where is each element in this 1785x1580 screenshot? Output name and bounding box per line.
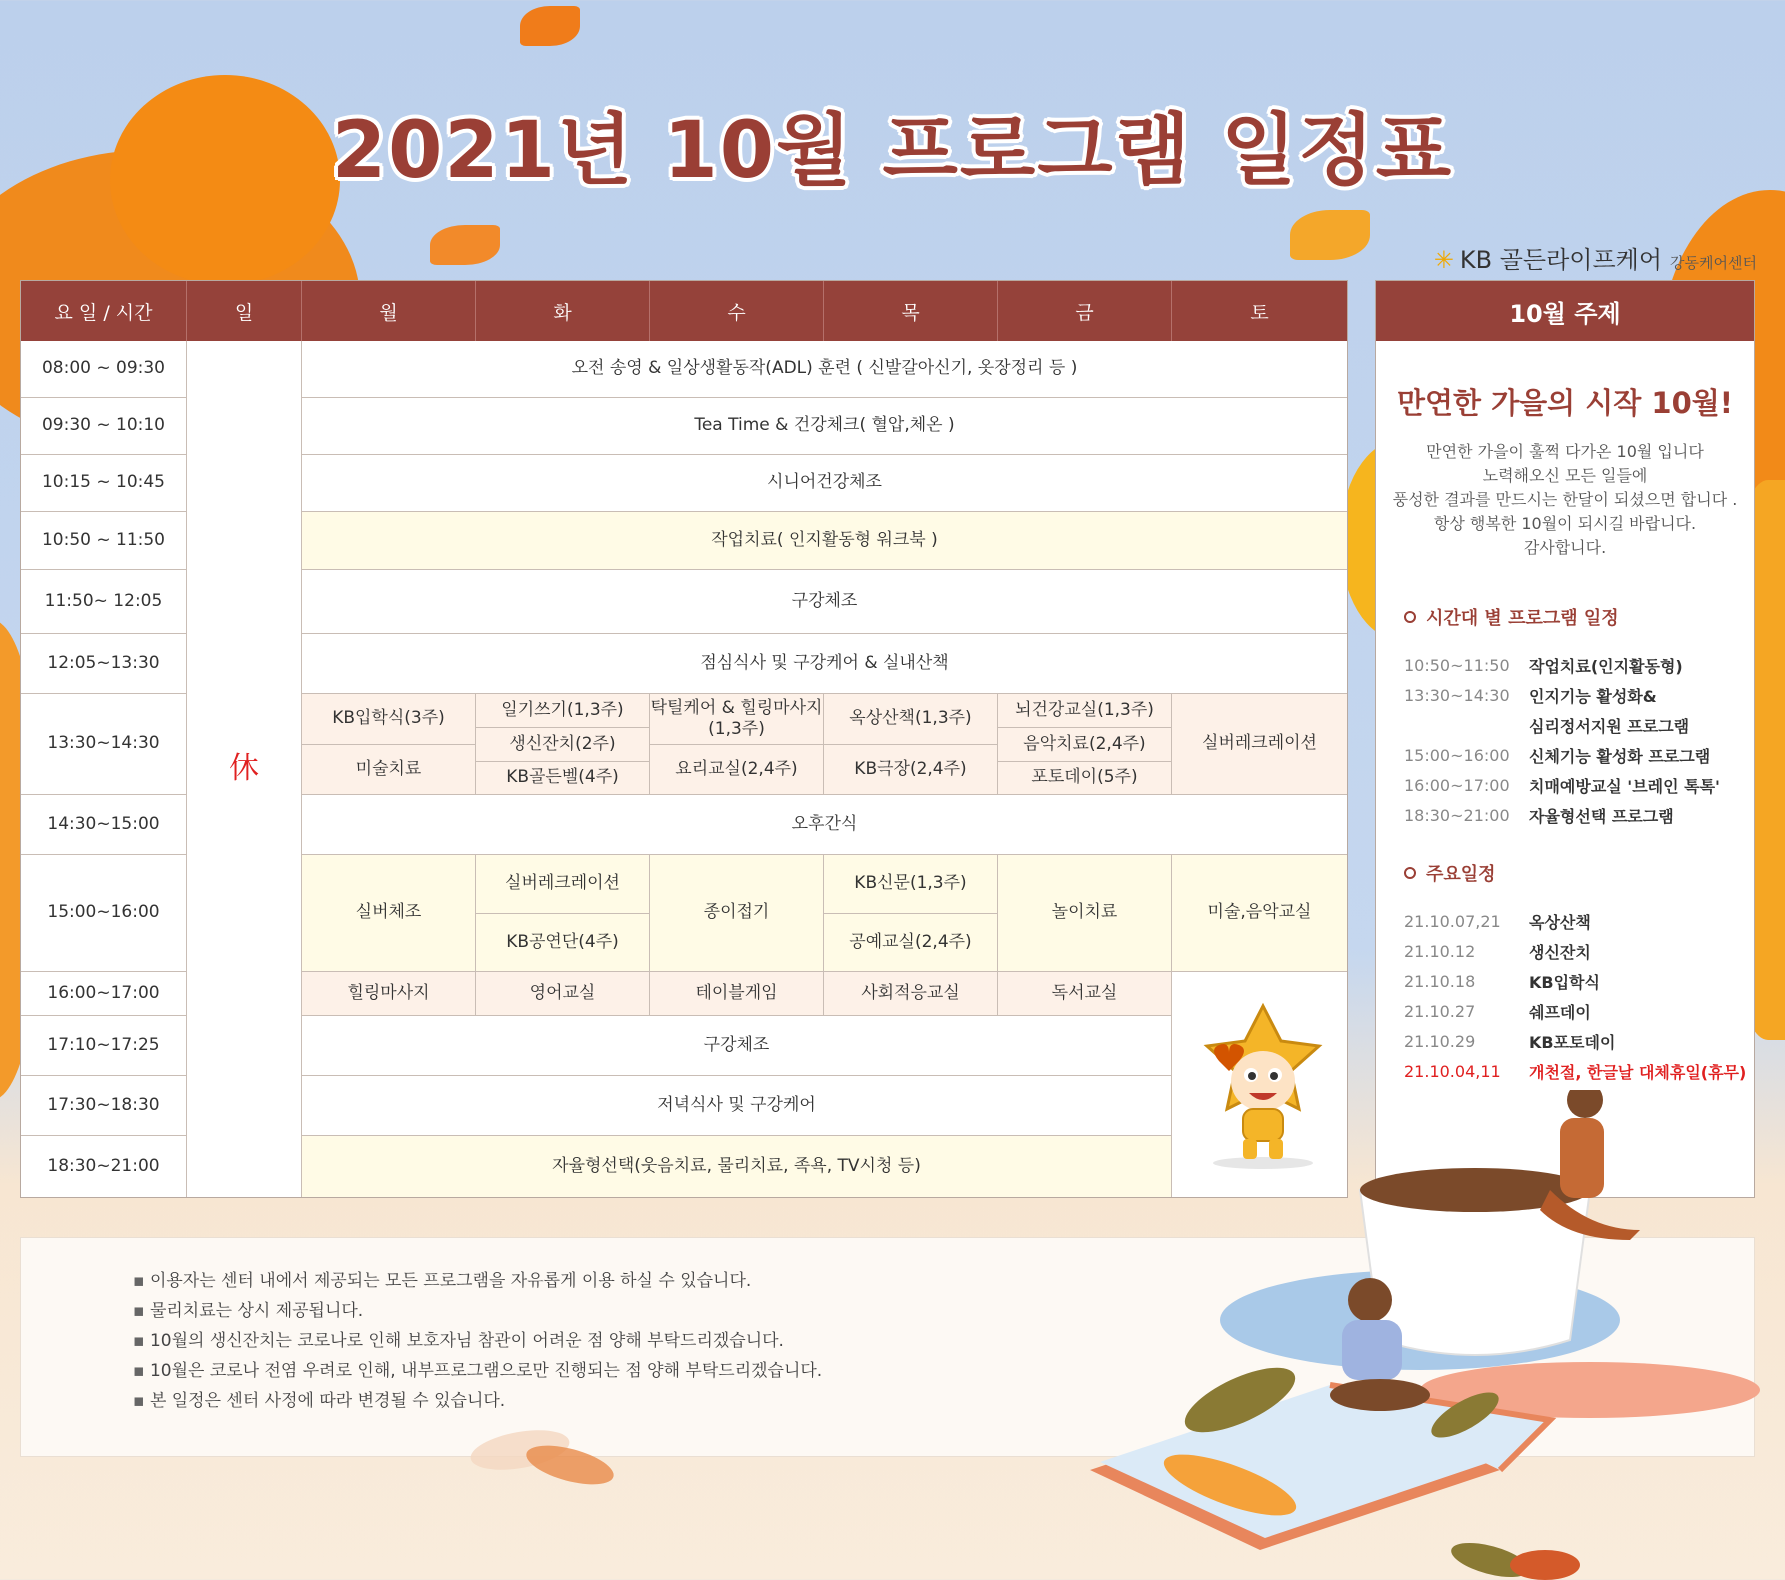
section-label: 주요일정 xyxy=(1426,864,1496,885)
brand-logo xyxy=(1434,240,1757,275)
event-date: 21.10.04,11 xyxy=(1404,1061,1501,1081)
events-list xyxy=(1404,906,1754,1086)
bullet-circle-icon xyxy=(1404,611,1416,623)
event-date: 21.10.07,21 xyxy=(1404,911,1501,931)
time-cell: 12:05~13:30 xyxy=(21,634,187,694)
program-cell: 일기쓰기(1,3주) xyxy=(476,694,650,728)
program-cell: 구강체조 xyxy=(302,1016,1172,1076)
time-cell: 13:30~14:30 xyxy=(21,694,187,795)
leaf-mid-icon xyxy=(430,225,500,265)
leaf-top-right-icon xyxy=(1290,210,1370,260)
list-item xyxy=(1404,800,1754,830)
program-name: 심리정서지원 프로그램 xyxy=(1529,716,1690,736)
program-cell: 공예교실(2,4주) xyxy=(824,914,998,972)
theme-header: 10월 주제 xyxy=(1376,281,1754,341)
program-cell: 생신잔치(2주) xyxy=(476,728,650,762)
program-time: 16:00~17:00 xyxy=(1404,775,1510,795)
brand-center: 강동케어센터 xyxy=(1670,254,1757,272)
program-cell: 오전 송영 & 일상생활동작(ADL) 훈련 ( 신발갈아신기, 옷장정리 등 ) xyxy=(302,341,1347,398)
time-cell: 17:30~18:30 xyxy=(21,1076,187,1136)
note-item: ▪ 10월의 생신잔치는 코로나로 인해 보호자님 참관이 어려운 점 양해 부탁드리겠습니다. xyxy=(133,1326,1754,1356)
time-cell: 17:10~17:25 xyxy=(21,1016,187,1076)
program-cell: 실버레크레이션 xyxy=(476,855,650,914)
program-name: 인지기능 활성화& xyxy=(1529,686,1657,706)
program-cell: 오후간식 xyxy=(302,795,1347,855)
event-date: 21.10.18 xyxy=(1404,971,1476,991)
note-item: ▪ 이용자는 센터 내에서 제공되는 모든 프로그램을 자유롭게 이용 하실 수 있습니다. xyxy=(133,1266,1754,1296)
book-coffee-illustration xyxy=(1080,1090,1780,1580)
program-cell: Tea Time & 건강체크( 혈압,체온 ) xyxy=(302,398,1347,455)
program-cell: 사회적응교실 xyxy=(824,972,998,1016)
time-cell: 08:00 ~ 09:30 xyxy=(21,341,187,398)
header-tue: 화 xyxy=(476,281,650,341)
leaf-top-icon xyxy=(520,6,580,46)
theme-message-line: 풍성한 결과를 만드시는 한달이 되셨으면 합니다 . xyxy=(1392,490,1738,509)
program-time: 13:30~14:30 xyxy=(1404,685,1510,705)
program-time: 10:50~11:50 xyxy=(1404,655,1510,675)
time-cell: 10:15 ~ 10:45 xyxy=(21,455,187,512)
program-cell: KB신문(1,3주) xyxy=(824,855,998,914)
program-cell: 구강체조 xyxy=(302,570,1347,634)
list-item xyxy=(1404,650,1754,680)
theme-message-line: 만연한 가을이 훌쩍 다가온 10월 입니다 xyxy=(1426,442,1704,461)
event-name: 쉐프데이 xyxy=(1529,1002,1591,1022)
header-sun: 일 xyxy=(187,281,302,341)
time-cell: 16:00~17:00 xyxy=(21,972,187,1016)
program-times-list xyxy=(1404,650,1754,830)
event-name: 생신잔치 xyxy=(1529,942,1591,962)
kb-star-icon: ✳ xyxy=(1433,246,1454,274)
header-mon: 월 xyxy=(302,281,476,341)
program-cell: 미술치료 xyxy=(302,745,476,795)
time-cell: 15:00~16:00 xyxy=(21,855,187,972)
list-item xyxy=(1404,906,1754,936)
list-item xyxy=(1404,740,1754,770)
program-name: 신체기능 활성화 프로그램 xyxy=(1529,746,1711,766)
kb-logo xyxy=(1434,240,1662,275)
time-cell: 11:50~ 12:05 xyxy=(21,570,187,634)
list-item xyxy=(1404,936,1754,966)
list-item xyxy=(1404,966,1754,996)
note-item: ▪ 본 일정은 센터 사정에 따라 변경될 수 있습니다. xyxy=(133,1386,1754,1416)
program-cell: KB골든벨(4주) xyxy=(476,762,650,795)
program-cell: 뇌건강교실(1,3주) xyxy=(998,694,1172,728)
program-cell: 음악치료(2,4주) xyxy=(998,728,1172,762)
program-name: 자율형선택 프로그램 xyxy=(1529,806,1674,826)
program-cell: 독서교실 xyxy=(998,972,1172,1016)
theme-message-line: 감사합니다. xyxy=(1523,538,1607,557)
program-cell: KB극장(2,4주) xyxy=(824,745,998,795)
time-cell: 14:30~15:00 xyxy=(21,795,187,855)
program-cell: 포토데이(5주) xyxy=(998,762,1172,795)
note-item: ▪ 10월은 코로나 전염 우려로 인해, 내부프로그램으로만 진행되는 점 양해 부탁드리겠습니다. xyxy=(133,1356,1754,1386)
program-cell: 시니어건강체조 xyxy=(302,455,1347,512)
program-cell: 힐링마사지 xyxy=(302,972,476,1016)
list-item xyxy=(1404,680,1754,710)
section-events-title xyxy=(1404,860,1754,886)
event-name: 개천절, 한글날 대체휴일(휴무) xyxy=(1529,1062,1747,1082)
list-item xyxy=(1404,710,1754,740)
program-cell: 실버체조 xyxy=(302,855,476,972)
note-item: ▪ 물리치료는 상시 제공됩니다. xyxy=(133,1296,1754,1326)
header-sat: 토 xyxy=(1172,281,1347,341)
program-cell: 저녁식사 및 구강케어 xyxy=(302,1076,1172,1136)
program-cell: 점심식사 및 구강케어 & 실내산책 xyxy=(302,634,1347,694)
program-cell: 놀이치료 xyxy=(998,855,1172,972)
theme-panel xyxy=(1375,280,1755,1198)
list-item-holiday xyxy=(1404,1056,1754,1086)
bullet-circle-icon xyxy=(1404,867,1416,879)
event-name: KB포토데이 xyxy=(1529,1032,1616,1052)
falling-leaves-illustration xyxy=(470,1420,630,1500)
program-cell: 실버레크레이션 xyxy=(1172,694,1347,795)
time-cell: 10:50 ~ 11:50 xyxy=(21,512,187,570)
program-cell: KB공연단(4주) xyxy=(476,914,650,972)
program-cell: 탁틸케어 & 힐링마사지(1,3주) xyxy=(650,694,824,745)
section-label: 시간대 별 프로그램 일정 xyxy=(1426,608,1619,629)
list-item xyxy=(1404,996,1754,1026)
event-name: KB입학식 xyxy=(1529,972,1600,992)
list-item xyxy=(1404,770,1754,800)
theme-message xyxy=(1376,440,1754,560)
event-date: 21.10.29 xyxy=(1404,1031,1476,1051)
program-cell: 미술,음악교실 xyxy=(1172,855,1347,972)
list-item xyxy=(1404,1026,1754,1056)
header-time: 요 일 / 시간 xyxy=(21,281,187,341)
program-cell: 작업치료( 인지활동형 워크북 ) xyxy=(302,512,1347,570)
program-cell: 요리교실(2,4주) xyxy=(650,745,824,795)
program-cell: 자율형선택(웃음치료, 물리치료, 족욕, TV시청 등) xyxy=(302,1136,1172,1197)
header-thu: 목 xyxy=(824,281,998,341)
event-date: 21.10.12 xyxy=(1404,941,1476,961)
schedule-table xyxy=(20,280,1348,1198)
program-cell: 영어교실 xyxy=(476,972,650,1016)
brand-name: 골든라이프케어 xyxy=(1499,246,1663,274)
brand-kb: KB xyxy=(1459,246,1493,274)
program-time: 18:30~21:00 xyxy=(1404,805,1510,825)
program-cell: 옥상산책(1,3주) xyxy=(824,694,998,745)
header-wed: 수 xyxy=(650,281,824,341)
page-title: 2021년 10월 프로그램 일정표 xyxy=(331,106,1454,196)
time-cell: 18:30~21:00 xyxy=(21,1136,187,1197)
theme-message-line: 노력해오신 모든 일들에 xyxy=(1482,466,1648,485)
program-cell: KB입학식(3주) xyxy=(302,694,476,745)
sunday-holiday: 休 xyxy=(187,341,302,1197)
theme-message-line: 항상 행복한 10월이 되시길 바랍니다. xyxy=(1433,514,1697,533)
event-name: 옥상산책 xyxy=(1529,912,1591,932)
header-fri: 금 xyxy=(998,281,1172,341)
program-name: 작업치료(인지활동형) xyxy=(1529,656,1683,676)
theme-headline: 만연한 가을의 시작 10월! xyxy=(1397,386,1733,420)
program-cell: 종이접기 xyxy=(650,855,824,972)
section-programs-title xyxy=(1404,604,1754,630)
program-cell: 테이블게임 xyxy=(650,972,824,1016)
time-cell: 09:30 ~ 10:10 xyxy=(21,398,187,455)
event-date: 21.10.27 xyxy=(1404,1001,1476,1021)
program-name: 치매예방교실 '브레인 톡톡' xyxy=(1529,776,1720,796)
program-time: 15:00~16:00 xyxy=(1404,745,1510,765)
